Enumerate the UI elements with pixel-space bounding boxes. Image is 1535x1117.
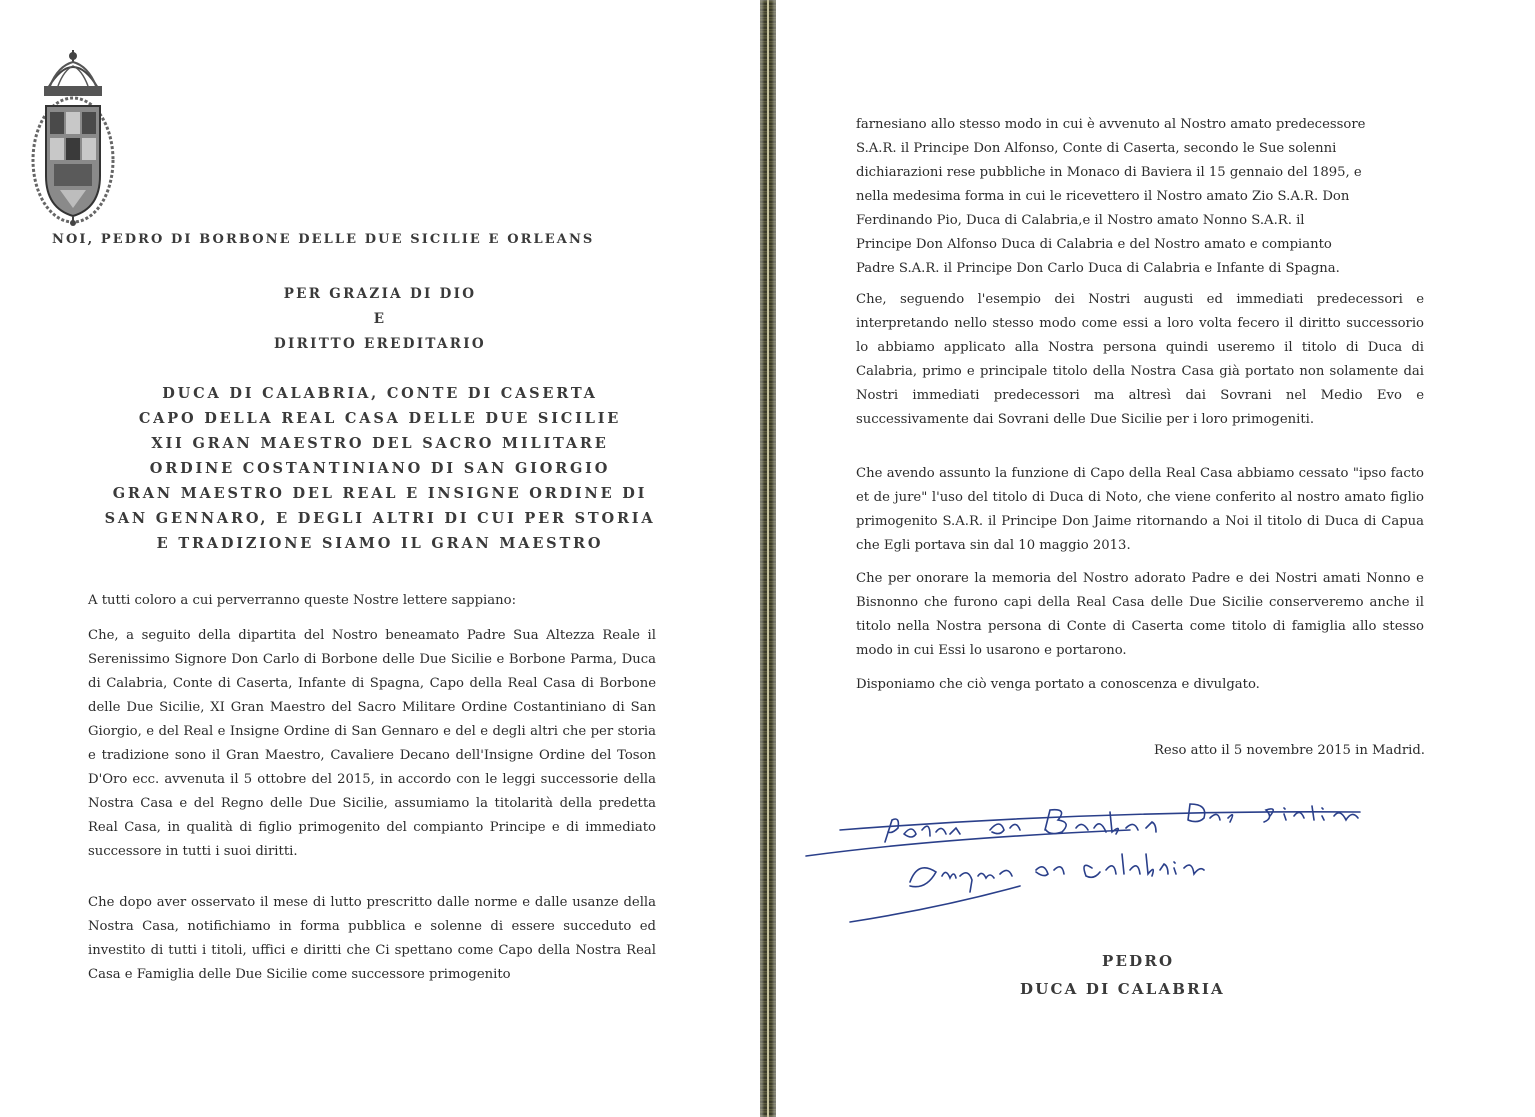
title-line-3: XII GRAN MAESTRO DEL SACRO MILITARE	[151, 435, 609, 452]
paragraph-disposition-text: Disponiamo che ciò venga portato a conoscenza e divulgato.	[856, 677, 1260, 692]
grace-line-3: DIRITTO EREDITARIO	[274, 336, 486, 352]
paragraph-title-usage	[856, 288, 1424, 432]
dateline: Reso atto il 5 novembre 2015 in Madrid.	[1154, 743, 1425, 758]
paragraph-count-of-caserta	[856, 567, 1424, 663]
paragraph-title-usage-text: Che, seguendo l'esempio dei Nostri augusti ed immediati predecessori e interpretando nello stesso modo come essi a loro volta fecero il diritto successorio lo abbiamo applicato alla Nostra persona quindi useremo il titolo di Duca di Calabria, primo e principale titolo della Nostra Casa già portato non solamente dai Nostri immediati predecessori ma altresì dai Sovrani nel Medio Evo e successivamente dai Sovrani delle Due Sicilie per i loro primogeniti.	[856, 292, 1424, 427]
continuation-line: nella medesima forma in cui le ricevettero il Nostro amato Zio S.A.R. Don	[856, 189, 1350, 204]
continuation-line: Ferdinando Pio, Duca di Calabria,e il Nostro amato Nonno S.A.R. il	[856, 213, 1305, 228]
title-line-5: GRAN MAESTRO DEL REAL E INSIGNE ORDINE DI	[112, 485, 648, 502]
declaration-heading: NOI, PEDRO DI BORBONE DELLE DUE SICILIE E ORLEANS	[52, 232, 595, 247]
continuation-line: S.A.R. il Principe Don Alfonso, Conte di Caserta, secondo le Sue solenni	[856, 141, 1337, 156]
paragraph-succession	[88, 624, 656, 864]
title-line-4: ORDINE COSTANTINIANO DI SAN GIORGIO	[149, 460, 611, 477]
title-line-6: SAN GENNARO, E DEGLI ALTRI DI CUI PER STORIA	[104, 510, 656, 527]
title-line-2: CAPO DELLA REAL CASA DELLE DUE SICILIE	[138, 410, 622, 427]
left-page	[0, 0, 760, 1117]
continuation-line: farnesiano allo stesso modo in cui è avvenuto al Nostro amato predecessore	[856, 117, 1366, 132]
book-spine-divider	[760, 0, 776, 1117]
title-line-1: DUCA DI CALABRIA, CONTE DI CASERTA	[162, 385, 598, 402]
signatory-name: PEDRO	[1102, 952, 1175, 970]
grace-line-1: PER GRAZIA DI DIO	[283, 286, 477, 302]
continuation-line: dichiarazioni rese pubbliche in Monaco di Baviera il 15 gennaio del 1895, e	[856, 165, 1362, 180]
signatory-title: DUCA DI CALABRIA	[1020, 980, 1225, 998]
paragraph-continuation	[856, 113, 1424, 281]
grace-line-2: E	[373, 311, 387, 327]
salutation: A tutti coloro a cui perverranno queste Nostre lettere sappiano:	[88, 593, 517, 608]
paragraph-mourning-text: Che dopo aver osservato il mese di lutto prescritto dalle norme e dalle usanze della Nostra Casa, notifichiamo in forma pubblica e solenne di essere succeduto ed investito di tutti i titoli, uffici e diritti che Ci spettano come Capo della Nostra Real Casa e Famiglia delle Due Sicilie come successore primogenito	[88, 895, 656, 982]
paragraph-succession-text: Che, a seguito della dipartita del Nostro beneamato Padre Sua Altezza Reale il Serenissimo Signore Don Carlo di Borbone delle Due Sicilie e Borbone Parma, Duca di Calabria, Conte di Caserta, Infante di Spagna, Capo della Real Casa di Borbone delle Due Sicilie, XI Gran Maestro del Sacro Militare Ordine Costantiniano di San Giorgio, e del Real e Insigne Ordine di San Gennaro e del e degli altri che per storia e tradizione sono il Gran Maestro, Cavaliere Decano dell'Insigne Ordine del Toson D'Oro ecc. avvenuta il 5 ottobre del 2015, in accordo con le leggi successorie della Nostra Casa e del Regno delle Due Sicilie, assumiamo la titolarità della predetta Real Casa, in qualità di figlio primogenito del compianto Principe e di immediato successore in tutti i suoi diritti.	[88, 628, 656, 859]
continuation-line: Principe Don Alfonso Duca di Calabria e del Nostro amato e compianto	[856, 237, 1332, 252]
handwritten-signature-icon	[800, 790, 1410, 940]
paragraph-duke-of-noto	[856, 462, 1424, 558]
paragraph-duke-of-noto-text: Che avendo assunto la funzione di Capo della Real Casa abbiamo cessato "ipso facto et de jure" l'uso del titolo di Duca di Noto, che viene conferito al nostro amato figlio primogenito S.A.R. il Principe Don Jaime ritornando a Noi il titolo di Duca di Capua che Egli portava sin dal 10 maggio 2013.	[856, 466, 1424, 553]
paragraph-disposition	[856, 673, 1424, 697]
royal-coat-of-arms-icon	[28, 48, 118, 226]
paragraph-count-of-caserta-text: Che per onorare la memoria del Nostro adorato Padre e dei Nostri amati Nonno e Bisnonno che furono capi della Real Casa delle Due Sicilie conserveremo anche il titolo nella Nostra persona di Conte di Caserta come titolo di famiglia allo stesso modo in cui Essi lo usarono e portarono.	[856, 571, 1424, 658]
paragraph-mourning	[88, 891, 656, 987]
continuation-line: Padre S.A.R. il Principe Don Carlo Duca di Calabria e Infante di Spagna.	[856, 261, 1340, 276]
title-line-7: E TRADIZIONE SIAMO IL GRAN MAESTRO	[156, 535, 604, 552]
